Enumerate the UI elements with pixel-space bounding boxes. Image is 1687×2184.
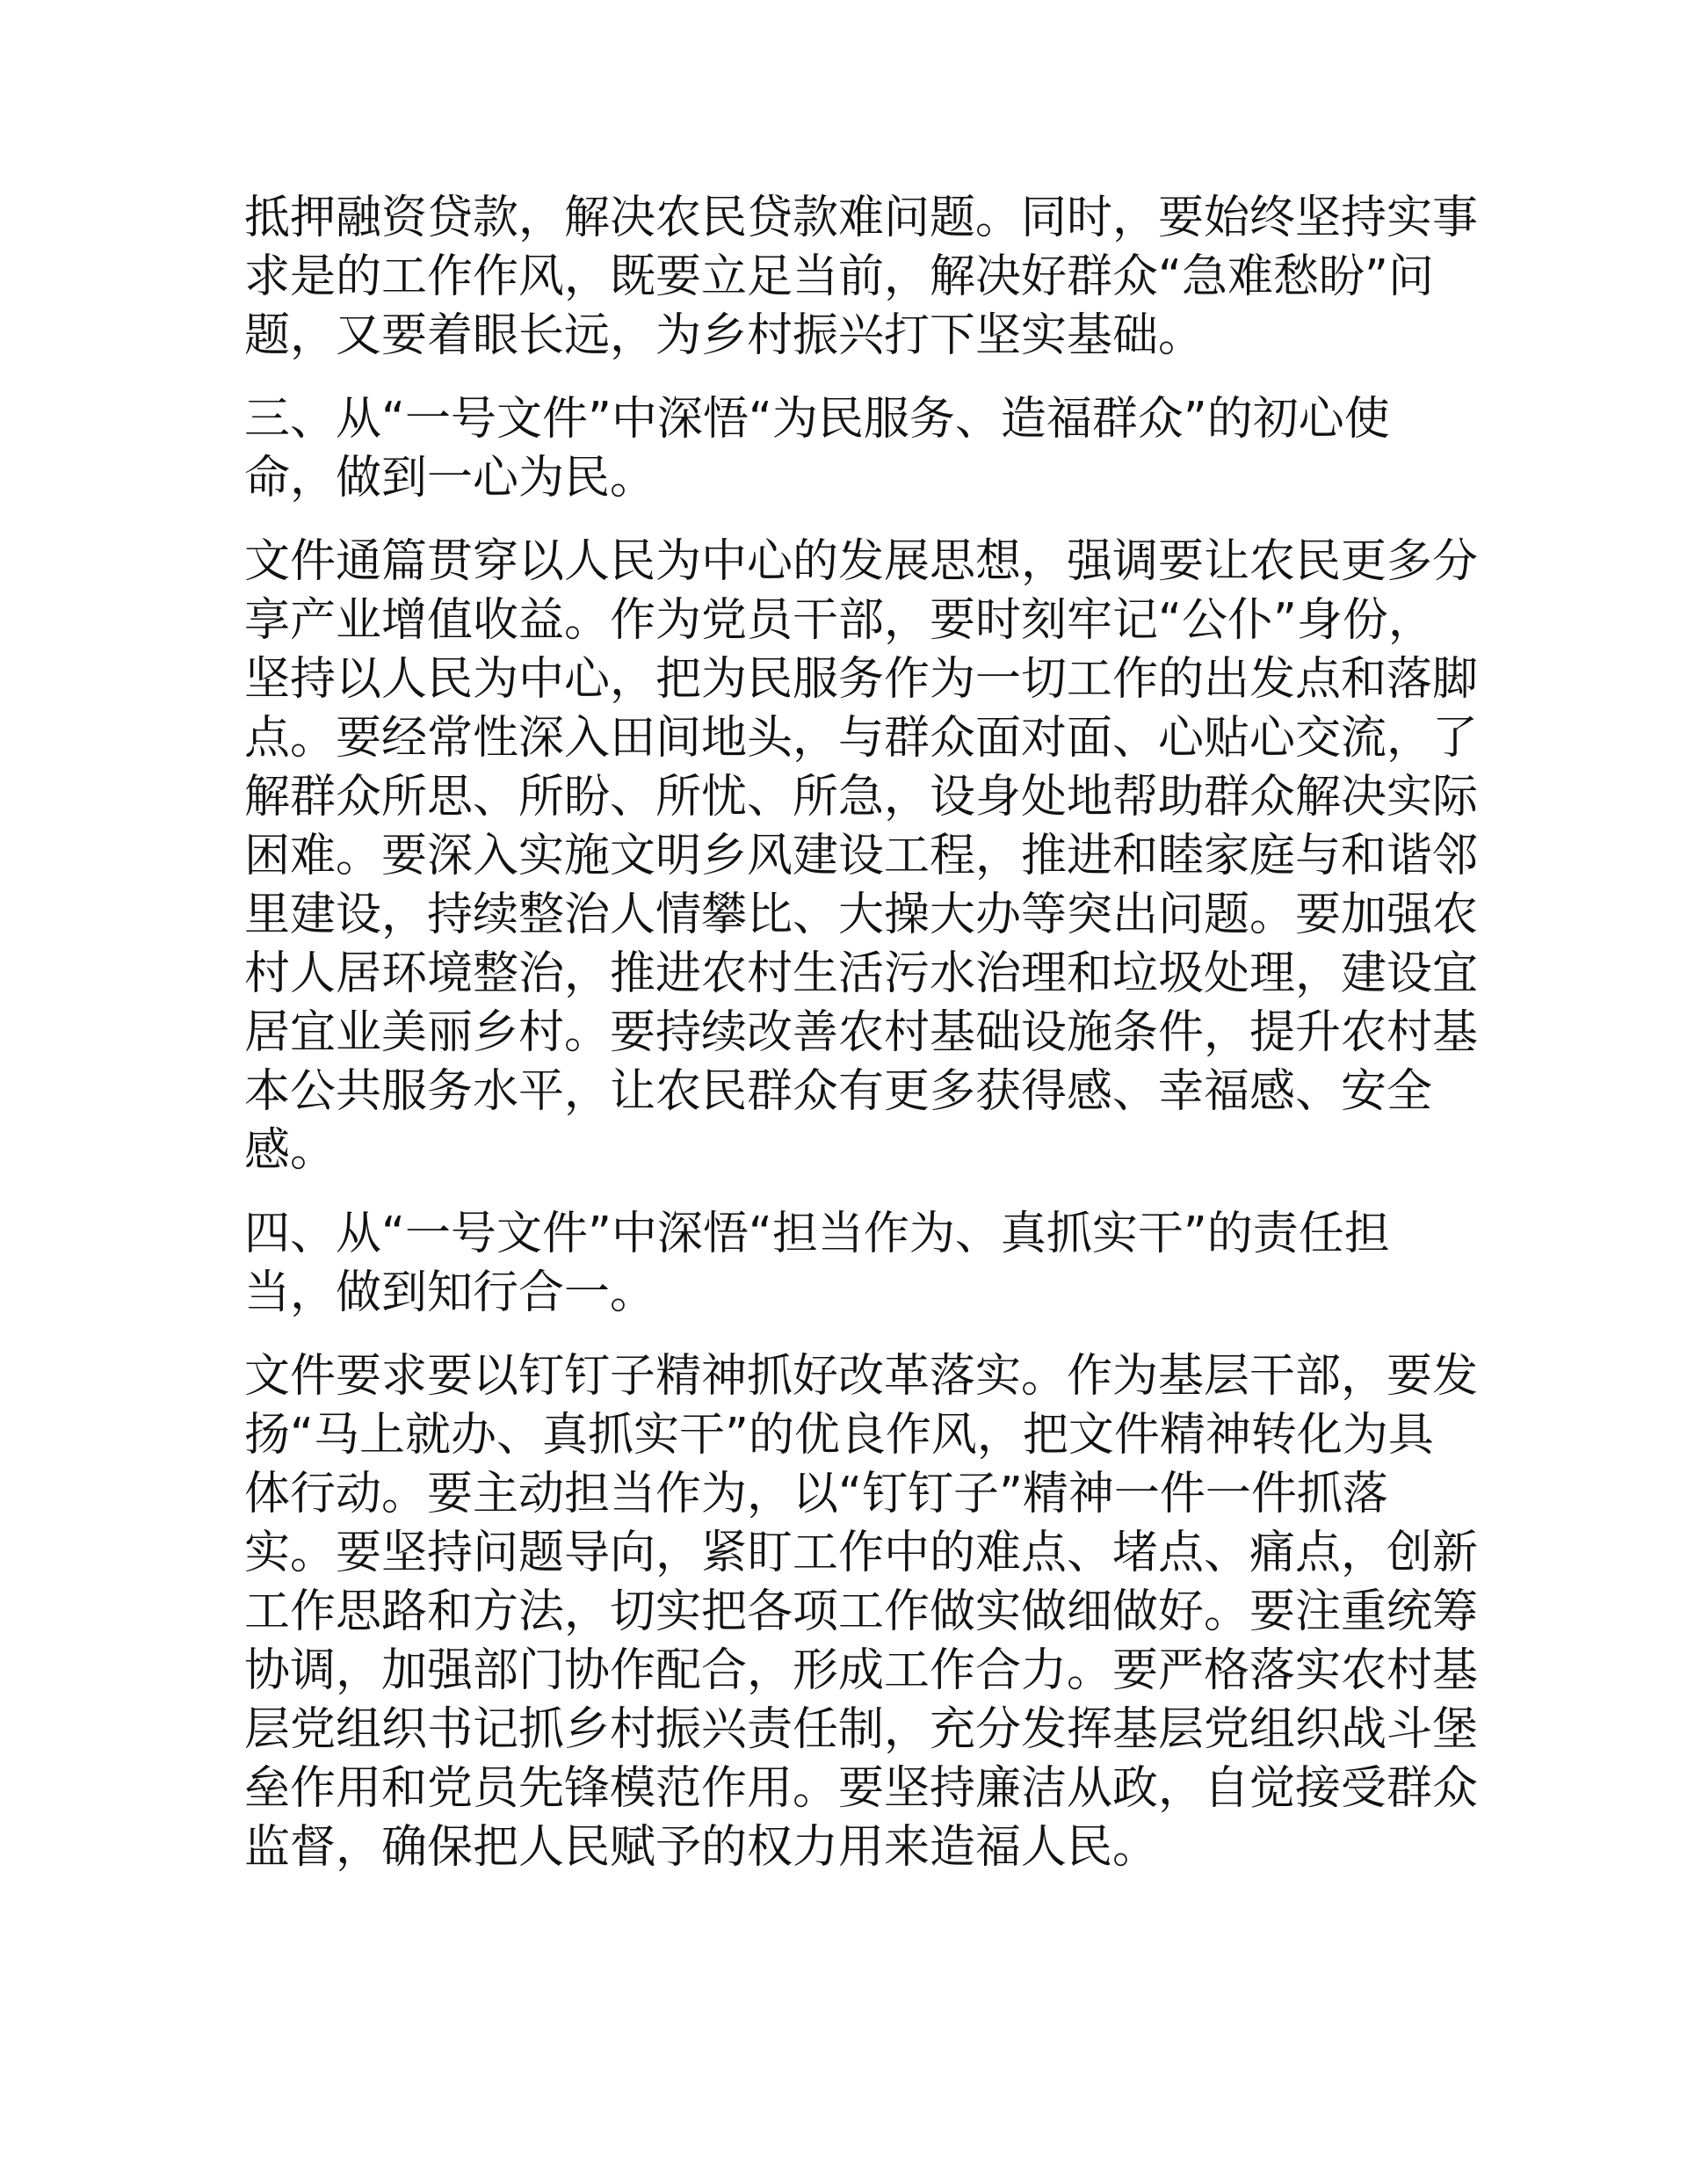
document-page (244, 189, 1479, 1902)
heading-line: 命，做到一心为民。 (244, 452, 656, 504)
text-line: 文件通篇贯穿以人民为中心的发展思想，强调要让农民更多分 (244, 535, 1479, 588)
text-line: 扬“马上就办、真抓实干”的优良作风，把文件精神转化为具 (244, 1409, 1434, 1462)
text-line: 解群众所思、所盼、所忧、所急，设身处地帮助群众解决实际 (244, 771, 1479, 824)
text-line: 垒作用和党员先锋模范作用。要坚持廉洁从政，自觉接受群众 (244, 1762, 1479, 1815)
text-line: 里建设，持续整治人情攀比、大操大办等突出问题。要加强农 (244, 889, 1479, 941)
text-line: 监督，确保把人民赋予的权力用来造福人民。 (244, 1821, 1159, 1874)
heading-line: 当，做到知行合一。 (244, 1266, 656, 1319)
text-line: 求是的工作作风，既要立足当前，解决好群众“急难愁盼”问 (244, 250, 1434, 303)
text-line: 居宜业美丽乡村。要持续改善农村基础设施条件，提升农村基 (244, 1006, 1479, 1059)
text-line: 点。要经常性深入田间地头，与群众面对面、心贴心交流，了 (244, 712, 1479, 765)
section-heading-3 (244, 390, 1439, 508)
text-line: 坚持以人民为中心，把为民服务作为一切工作的出发点和落脚 (244, 653, 1479, 706)
text-line: 享产业增值收益。作为党员干部，要时刻牢记“公仆”身份， (244, 594, 1434, 647)
section-heading-4 (244, 1205, 1439, 1323)
paragraph-section-4-body (244, 1347, 1479, 1877)
text-line: 抵押融资贷款，解决农民贷款难问题。同时，要始终坚持实事 (244, 192, 1479, 244)
heading-line: 四、从“一号文件”中深悟“担当作为、真抓实干”的责任担 (244, 1208, 1390, 1260)
text-line: 层党组织书记抓乡村振兴责任制，充分发挥基层党组织战斗堡 (244, 1703, 1479, 1756)
text-line: 感。 (244, 1124, 337, 1177)
paragraph-continuation (244, 189, 1479, 366)
text-line: 村人居环境整治，推进农村生活污水治理和垃圾处理，建设宜 (244, 947, 1479, 1000)
text-line: 困难。要深入实施文明乡风建设工程，推进和睦家庭与和谐邻 (244, 830, 1479, 882)
text-line: 题，又要着眼长远，为乡村振兴打下坚实基础。 (244, 309, 1205, 362)
heading-line: 三、从“一号文件”中深悟“为民服务、造福群众”的初心使 (244, 393, 1390, 446)
text-line: 体行动。要主动担当作为，以“钉钉子”精神一件一件抓落 (244, 1468, 1388, 1520)
text-line: 工作思路和方法，切实把各项工作做实做细做好。要注重统筹 (244, 1585, 1479, 1638)
text-line: 协调，加强部门协作配合，形成工作合力。要严格落实农村基 (244, 1644, 1479, 1697)
paragraph-section-3-body (244, 533, 1479, 1180)
text-line: 实。要坚持问题导向，紧盯工作中的难点、堵点、痛点，创新 (244, 1527, 1479, 1579)
text-line: 文件要求要以钉钉子精神抓好改革落实。作为基层干部，要发 (244, 1350, 1479, 1403)
text-line: 本公共服务水平，让农民群众有更多获得感、幸福感、安全 (244, 1065, 1433, 1118)
